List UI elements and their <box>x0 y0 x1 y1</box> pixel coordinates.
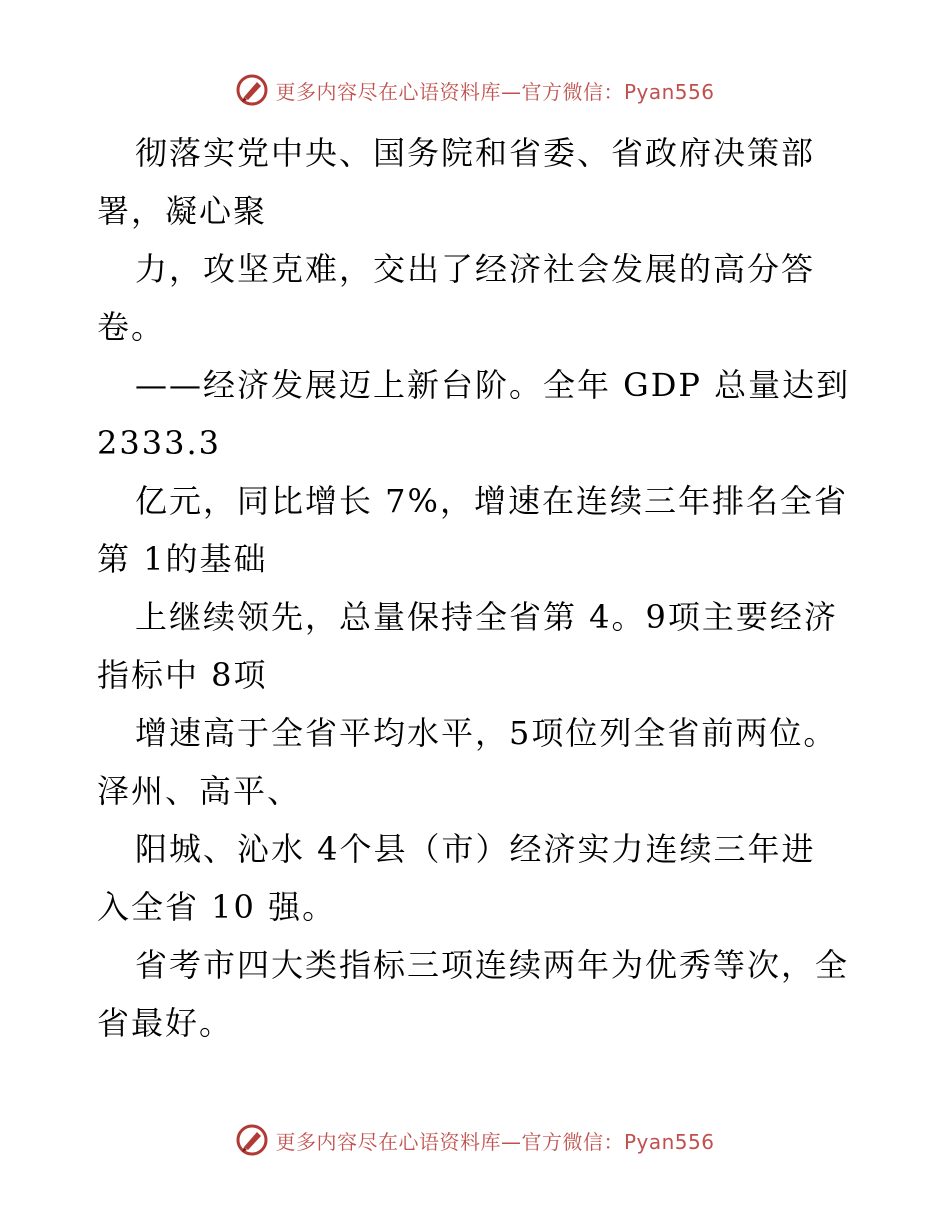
watermark-header <box>0 68 950 112</box>
text-line: 第 1的基础 <box>97 540 268 578</box>
watermark-text: 更多内容尽在心语资料库—官方微信：Pyan556 <box>275 79 715 104</box>
text-line: 署，凝心聚 <box>97 192 268 230</box>
text-line: 入全省 10 强。 <box>97 888 337 926</box>
text-line: 省最好。 <box>97 1004 234 1042</box>
watermark-footer <box>0 1118 950 1162</box>
text-line: 指标中 8项 <box>97 656 268 694</box>
pen-logo-icon <box>235 73 269 107</box>
document-body <box>97 124 857 1052</box>
text-line: 卷。 <box>97 308 166 346</box>
text-line: 省考市四大类指标三项连续两年为优秀等次，全 <box>135 946 850 984</box>
pen-logo-icon <box>235 1123 269 1157</box>
text-line: 上继续领先，总量保持全省第 4。9项主要经济 <box>135 598 838 636</box>
text-line: 2333.3 <box>97 424 221 462</box>
text-line: 亿元，同比增长 7%，增速在连续三年排名全省 <box>135 482 848 520</box>
text-line: 彻落实党中央、国务院和省委、省政府决策部 <box>135 134 816 172</box>
watermark-text: 更多内容尽在心语资料库—官方微信：Pyan556 <box>275 1129 715 1154</box>
text-line: 泽州、高平、 <box>97 772 302 810</box>
text-line: ——经济发展迈上新台阶。全年 GDP 总量达到 <box>135 366 851 404</box>
text-line: 力，攻坚克难，交出了经济社会发展的高分答 <box>135 250 816 288</box>
text-line: 阳城、沁水 4个县（市）经济实力连续三年进 <box>135 830 816 868</box>
text-line: 增速高于全省平均水平，5项位列全省前两位。 <box>135 714 838 752</box>
